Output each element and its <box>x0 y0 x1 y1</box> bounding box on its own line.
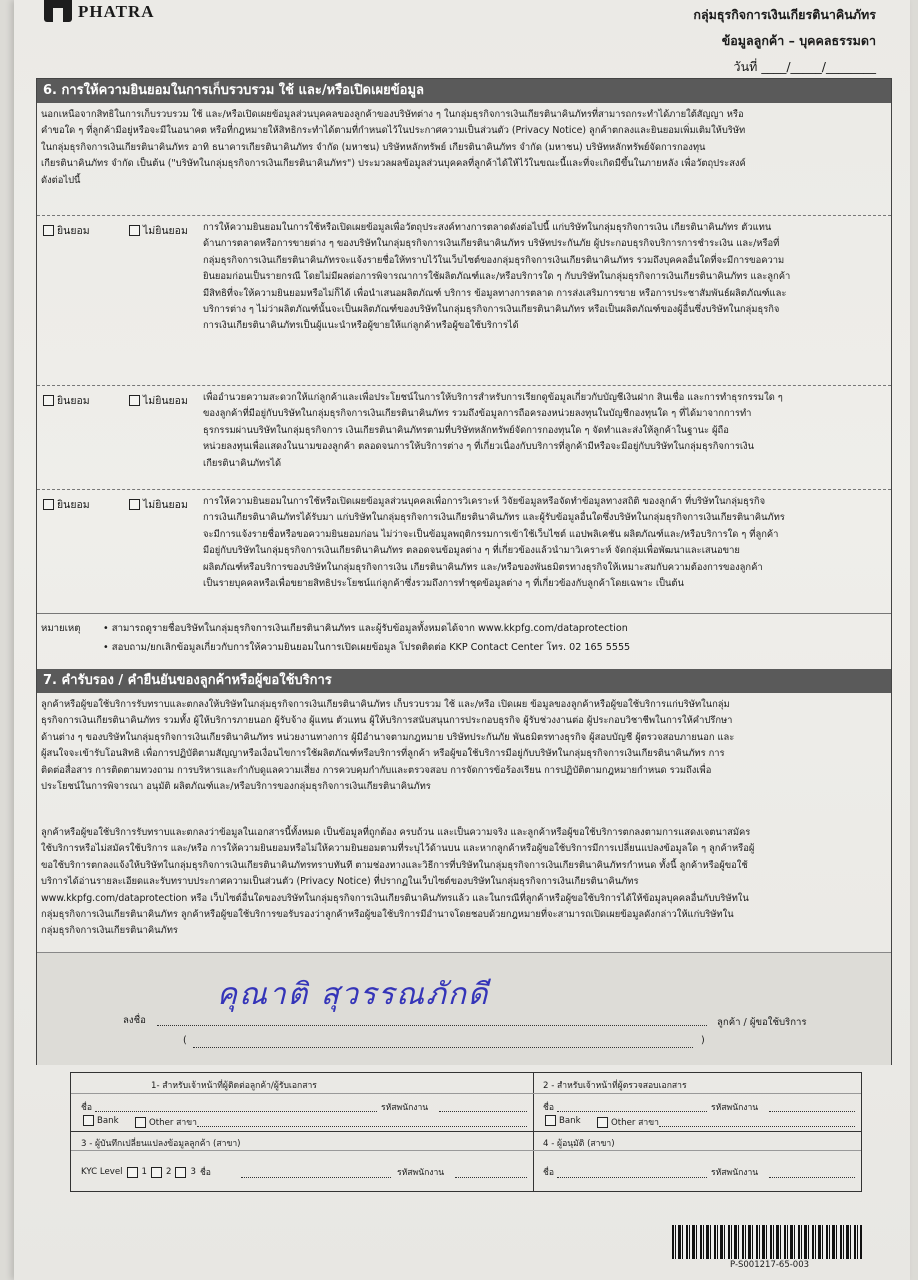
note-item: • สามารถดูรายชื่อบริษัทในกลุ่มธุรกิจการเงินเกียรตินาคินภัทร และผู้รับข้อมูลทั้งหมดได้จาก www.kkpfg.com/dataprotection <box>103 623 628 634</box>
checkbox[interactable] <box>545 1115 556 1126</box>
open-paren: ( <box>183 1035 187 1046</box>
name-label: ชื่อ <box>81 1103 92 1113</box>
emp-id-field[interactable] <box>769 1177 855 1178</box>
name-label: ชื่อ <box>543 1103 554 1113</box>
other-branch-option[interactable]: Other สาขา <box>597 1115 659 1129</box>
consent-row-analytics <box>37 489 891 590</box>
kyc-level-group: KYC Level 1 2 3 ชื่อ <box>81 1167 211 1178</box>
header-block <box>693 2 876 80</box>
branch-field[interactable] <box>659 1126 855 1127</box>
checkbox[interactable] <box>129 225 140 236</box>
close-paren: ) <box>701 1035 705 1046</box>
note-item: • สอบถาม/ยกเลิกข้อมูลเกี่ยวกับการให้ความยินยอมในการเปิดเผยข้อมูล โปรดติดต่อ KKP Contact Center โทร. 02 165 5555 <box>103 642 631 653</box>
consent-option[interactable]: ยินยอม <box>43 392 90 409</box>
kyc-1-checkbox[interactable] <box>127 1167 138 1178</box>
checkbox[interactable] <box>129 395 140 406</box>
checkbox[interactable] <box>43 225 54 236</box>
section-7-para-1: ลูกค้าหรือผู้ขอใช้บริการรับทราบและตกลงให้บริษัทในกลุ่มธุรกิจการเงินเกียรตินาคินภัทร เก็บรวบรวม ใช้ และ/หรือ เปิดเผย ข้อมูลของลูกค้าหรือผู้ขอใช้บริการแก่บริษัทในกลุ่ม ธุรกิจการเงินเกียรตินาคินภัทร รวมทั้ง ผู้ให้บริการภายนอก ผู้รับจ้าง ผู้แทน ตัวแทน ผู้ให้บริการสนับสนุนการประกอบธุรกิจ ผู้รับช่วงงานต่อ ผู้ประกอบวิชาชีพในการให้คำปรึกษา ด้านต่าง ๆ ของบริษัทในกลุ่มธุรกิจการเงินเกียรตินาคินภัทร หน่วยงานทางการ ผู้มีอำนาจตามกฎหมาย บริษัทประกันภัย พันธมิตรทางธุรกิจ ผู้สอบบัญชี ผู้ตรวจสอบภายนอก และ ผู้สนใจจะเข้ารับโอนสิทธิ เพื่อการปฏิบัติตามสัญญาหรือเงื่อนไขการใช้ผลิตภัณฑ์หรือบริการที่ลูกค้า หรือผู้ขอใช้บริการมีอยู่กับบริษัทในกลุ่มธุรกิจการเงินเกียรตินาคินภัทร การ ติดต่อสื่อสาร การติดตามทวงถาม การบริหารและกำกับดูแลความเสี่ยง การควบคุมกำกับและตรวจสอบ การจัดการข้อร้องเรียน การปฏิบัติตามกฎหมายกำหนด รวมถึงเพื่อ ประโยชน์ในการพิจารณา อนุมัติ ผลิตภัณฑ์และ/หรือบริการของกลุ่มธุรกิจการเงินเกียรตินาคินภัทร <box>41 699 735 793</box>
emp-id-field[interactable] <box>439 1111 527 1112</box>
emp-id-label: รหัสพนักงาน <box>381 1103 429 1113</box>
checkbox[interactable] <box>43 499 54 510</box>
no-consent-option[interactable]: ไม่ยินยอม <box>129 496 188 513</box>
consent-option[interactable]: ยินยอม <box>43 496 90 513</box>
handwritten-signature: คุณาติ สุวรรณภักดี <box>217 977 490 1012</box>
name-field[interactable] <box>95 1111 377 1112</box>
kyc-3-checkbox[interactable] <box>175 1167 186 1178</box>
branch-field[interactable] <box>197 1126 527 1127</box>
checkbox[interactable] <box>135 1117 146 1128</box>
checkbox[interactable] <box>597 1117 608 1128</box>
signature-line[interactable] <box>157 1025 707 1026</box>
note-label: หมายเหตุ <box>41 623 81 634</box>
section-6-title: 6. การให้ความยินยอมในการเก็บรวบรวม ใช้ และ/หรือเปิดเผยข้อมูล <box>37 79 891 103</box>
bank-option[interactable]: Bank <box>83 1115 119 1126</box>
brand-name: PHATRA <box>78 2 155 21</box>
consent-row-account-view <box>37 385 891 469</box>
logo <box>44 0 155 22</box>
staff-box-4-title: 4 - ผู้อนุมัติ (สาขา) <box>543 1139 615 1149</box>
section-7-title: 7. คำรับรอง / คำยืนยันของลูกค้าหรือผู้ขอใช้บริการ <box>37 669 891 693</box>
name-label: ชื่อ <box>543 1168 554 1178</box>
emp-id-label: รหัสพนักงาน <box>711 1103 759 1113</box>
kkp-logo-icon <box>44 0 72 22</box>
staff-box-2-title: 2 - สำหรับเจ้าหน้าที่ผู้ตรวจสอบเอกสาร <box>543 1081 687 1091</box>
other-branch-option[interactable]: Other สาขา <box>135 1115 197 1129</box>
name-field[interactable] <box>557 1111 707 1112</box>
section-7-para-2: ลูกค้าหรือผู้ขอใช้บริการรับทราบและตกลงว่าข้อมูลในเอกสารนี้ทั้งหมด เป็นข้อมูลที่ถูกต้อง ครบถ้วน และเป็นความจริง และลูกค้าหรือผู้ขอใช้บริการตกลงตามการแสดงเจตนาสมัคร ใช้บริการหรือไม่สมัครใช้บริการ และ/หรือ การให้ความยินยอมหรือไม่ให้ความยินยอมตามที่ระบุไว้ด้านบน และหากลูกค้าหรือผู้ขอใช้บริการมีการเปลี่ยนแปลงข้อมูลใด ๆ ลูกค้าหรือผู้ ขอใช้บริการตกลงแจ้งให้บริษัทในกลุ่มธุรกิจการเงินเกียรตินาคินภัทรทราบทันที ตามช่องทางและวิธีการที่บริษัทในกลุ่มธุรกิจการเงินเกียรตินาคินภัทรกำหนด ทั้งนี้ ลูกค้าหรือผู้ขอใช้ บริการได้อ่านรายละเอียดและรับทราบประกาศความเป็นส่วนตัว (Privacy Notice) ที่ปรากฏในเว็บไซต์ของบริษัทในกลุ่มธุรกิจการเงินเกียรตินาคินภัทร www.kkpfg.com/dataprotection หรือ เว็บไซต์อื่นใดของบริษัทในกลุ่มธุรกิจการเงินเกียรตินาคินภัทรแล้ว และในกรณีที่ลูกค้าหรือผู้ขอใช้บริการได้ให้ข้อมูลบุคคลอื่นกับบริษัทใน กลุ่มธุรกิจการเงินเกียรตินาคินภัทร ลูกค้าหรือผู้ขอใช้บริการขอรับรองว่าลูกค้าหรือผู้ขอใช้บริการมีอำนาจโดยชอบด้วยกฎหมายที่จะสามารถเปิดเผยข้อมูลดังกล่าวให้แก่บริษัทใน กลุ่มธุรกิจการเงินเกียรตินาคินภัทร <box>41 827 755 937</box>
consent-text-account-view: เพื่ออำนวยความสะดวกให้แก่ลูกค้าและเพื่อประโยชน์ในการให้บริการสำหรับการเรียกดูข้อมูลเกี่ยวกับบัญชีเงินฝาก สินเชื่อ และการทำธุรกรรมใด ๆ ของลูกค้าที่มีอยู่กับบริษัทในกลุ่มธุรกิจการเงินเกียรตินาคินภัทร รวมถึงข้อมูลการถือครองหน่วยลงทุนในบัญชีกองทุนใด ๆ ที่ได้มาจากการทำ ธุรกรรมผ่านบริษัทในกลุ่มธุรกิจการ เงินเกียรตินาคินภัทรตามที่บริษัทหลักทรัพย์จัดการกองทุนใด ๆ จัดทำและส่งให้ลูกค้าในฐานะ ผู้ถือ หน่วยลงทุนเพื่อแสดงในนามของลูกค้า ตลอดจนการให้บริการต่าง ๆ ที่เกี่ยวเนื่องกับบริการที่ลูกค้ามีหรือจะมีอยู่กับบริษัทในกลุ่มธุรกิจการเงิน เกียรตินาคินภัทรได้ <box>203 392 783 469</box>
sign-role: ลูกค้า / ผู้ขอใช้บริการ <box>717 1017 807 1028</box>
name-field[interactable] <box>557 1177 707 1178</box>
name-field[interactable] <box>241 1177 391 1178</box>
form-frame <box>36 78 892 1065</box>
no-consent-option[interactable]: ไม่ยินยอม <box>129 222 188 239</box>
emp-id-label: รหัสพนักงาน <box>397 1168 445 1178</box>
printed-name-line[interactable] <box>193 1047 693 1048</box>
section-6-intro: นอกเหนือจากสิทธิในการเก็บรวบรวม ใช้ และ/หรือเปิดเผยข้อมูลส่วนบุคคลของลูกค้าของบริษัทต่าง ๆ ในกลุ่มธุรกิจการเงินเกียรตินาคินภัทรที่สามารถกระทำได้ภายใต้สัญญา หรือ คำขอใด ๆ ที่ลูกค้ามีอยู่หรือจะมีในอนาคต หรือที่กฎหมายให้สิทธิกระทำได้ตามที่กำหนดไว้ในประกาศความเป็นส่วนตัว (Privacy Notice) ลูกค้าตกลงและยินยอมเพิ่มเติมให้บริษัท ในกลุ่มธุรกิจการเงินเกียรตินาคินภัทร อาทิ ธนาคารเกียรตินาคินภัทร จำกัด (มหาชน) บริษัทหลักทรัพย์ เกียรตินาคินภัทร จำกัด (มหาชน) บริษัทหลักทรัพย์จัดการกองทุน เกียรตินาคินภัทร จำกัด เป็นต้น ("บริษัทในกลุ่มธุรกิจการเงินเกียรตินาคินภัทร") ประมวลผลข้อมูลส่วนบุคคลที่ลูกค้าได้ให้ไว้ในขณะนี้และที่จะเกิดมีขึ้นในภายหลัง เพื่อวัตถุประสงค์ ดังต่อไปนี้ <box>41 109 746 186</box>
staff-use-table <box>70 1072 862 1192</box>
form-code: P-S001217-65-003 <box>730 1260 810 1270</box>
no-consent-option[interactable]: ไม่ยินยอม <box>129 392 188 409</box>
kyc-2-checkbox[interactable] <box>151 1167 162 1178</box>
staff-box-1-title: 1- สำหรับเจ้าหน้าที่ผู้ติดต่อลูกค้า/ผู้รับเอกสาร <box>151 1081 317 1091</box>
form-type: ข้อมูลลูกค้า – บุคคลธรรมดา <box>721 33 876 48</box>
staff-box-3-title: 3 - ผู้บันทึกเปลี่ยนแปลงข้อมูลลูกค้า (สาขา) <box>81 1139 241 1149</box>
checkbox[interactable] <box>129 499 140 510</box>
emp-id-label: รหัสพนักงาน <box>711 1168 759 1178</box>
sign-label: ลงชื่อ <box>123 1015 146 1026</box>
consent-text-analytics: การให้ความยินยอมในการใช้หรือเปิดเผยข้อมูลส่วนบุคคลเพื่อการวิเคราะห์ วิจัยข้อมูลหรือจัดทำข้อมูลทางสถิติ ของลูกค้า ที่บริษัทในกลุ่มธุรกิจ การเงินเกียรตินาคินภัทรได้รับมา แก่บริษัทในกลุ่มธุรกิจการเงินเกียรตินาคินภัทร และผู้รับข้อมูลอื่นใดซึ่งบริษัทในกลุ่มธุรกิจการเงินเกียรตินาคินภัทร จะมีการแจ้งรายชื่อหรือขอความยินยอมก่อน ไม่ว่าจะเป็นข้อมูลพฤติกรรมการเข้าใช้เว็บไซต์ แอปพลิเคชัน ผลิตภัณฑ์และ/หรือบริการใด ๆ ที่ลูกค้า มีอยู่กับบริษัทในกลุ่มธุรกิจการเงินเกียรตินาคินภัทร ตลอดจนข้อมูลต่าง ๆ ที่เกี่ยวข้องแล้วนำมาวิเคราะห์ จัดกลุ่มเพื่อพัฒนาและเสนอขาย ผลิตภัณฑ์หรือบริการของบริษัทในกลุ่มธุรกิจการเงิน เกียรตินาคินภัทร และ/หรือของพันธมิตรทางธุรกิจให้เหมาะสมกับความต้องการของลูกค้า เป็นรายบุคคลหรือเพื่อขยายสิทธิประโยชน์แก่ลูกค้าซึ่งรวมถึงการทำชุดข้อมูลต่าง ๆ ที่เกี่ยวข้องกับลูกค้าโดยเฉพาะ เป็นต้น <box>203 496 785 590</box>
checkbox[interactable] <box>43 395 54 406</box>
group-name: กลุ่มธุรกิจการเงินเกียรตินาคินภัทร <box>693 7 876 22</box>
bank-option[interactable]: Bank <box>545 1115 581 1126</box>
barcode <box>672 1225 862 1259</box>
consent-text-marketing: การให้ความยินยอมในการใช้หรือเปิดเผยข้อมูลเพื่อวัตถุประสงค์ทางการตลาดดังต่อไปนี้ แก่บริษัทในกลุ่มธุรกิจการเงิน เกียรตินาคินภัทร ตัวแทน ด้านการตลาดหรือการขายต่าง ๆ ของบริษัทในกลุ่มธุรกิจการเงินเกียรตินาคินภัทร บริษัทประกันภัย ผู้ประกอบธุรกิจบริการการชำระเงิน และ/หรือที่ กลุ่มธุรกิจการเงินเกียรตินาคินภัทรจะแจ้งรายชื่อให้ทราบไว้ในเว็บไซต์ของกลุ่มธุรกิจการเงินเกียรตินาคินภัทร รวมถึงบุคคลอื่นใดที่จะมีการขอความ ยินยอมก่อนเป็นรายกรณี โดยไม่มีผลต่อการพิจารณาการใช้ผลิตภัณฑ์และ/หรือบริการใด ๆ กับบริษัทในกลุ่มธุรกิจการเงินเกียรตินาคินภัทร และลูกค้า มีสิทธิที่จะให้ความยินยอมหรือไม่ก็ได้ เพื่อนำเสนอผลิตภัณฑ์ บริการ ข้อมูลทางการตลาด การส่งเสริมการขาย หรือการประชาสัมพันธ์ผลิตภัณฑ์และ บริการต่าง ๆ ไม่ว่าผลิตภัณฑ์นั้นจะเป็นผลิตภัณฑ์ของบริษัทในกลุ่มธุรกิจการเงินเกียรตินาคินภัทร หรือเป็นผลิตภัณฑ์ของผู้อื่นซึ่งบริษัทในกลุ่มธุรกิจ การเงินเกียรตินาคินภัทรเป็นผู้แนะนำหรือผู้ขายให้แก่ลูกค้าหรือผู้ขอใช้บริการได้ <box>203 222 791 332</box>
date-field[interactable]: วันที่ ____/_____/________ <box>733 59 876 74</box>
consent-row-marketing <box>37 215 891 332</box>
notes-row <box>37 613 891 653</box>
consent-option[interactable]: ยินยอม <box>43 222 90 239</box>
emp-id-field[interactable] <box>769 1111 855 1112</box>
emp-id-field[interactable] <box>455 1177 527 1178</box>
signature-area <box>37 952 891 1065</box>
checkbox[interactable] <box>83 1115 94 1126</box>
